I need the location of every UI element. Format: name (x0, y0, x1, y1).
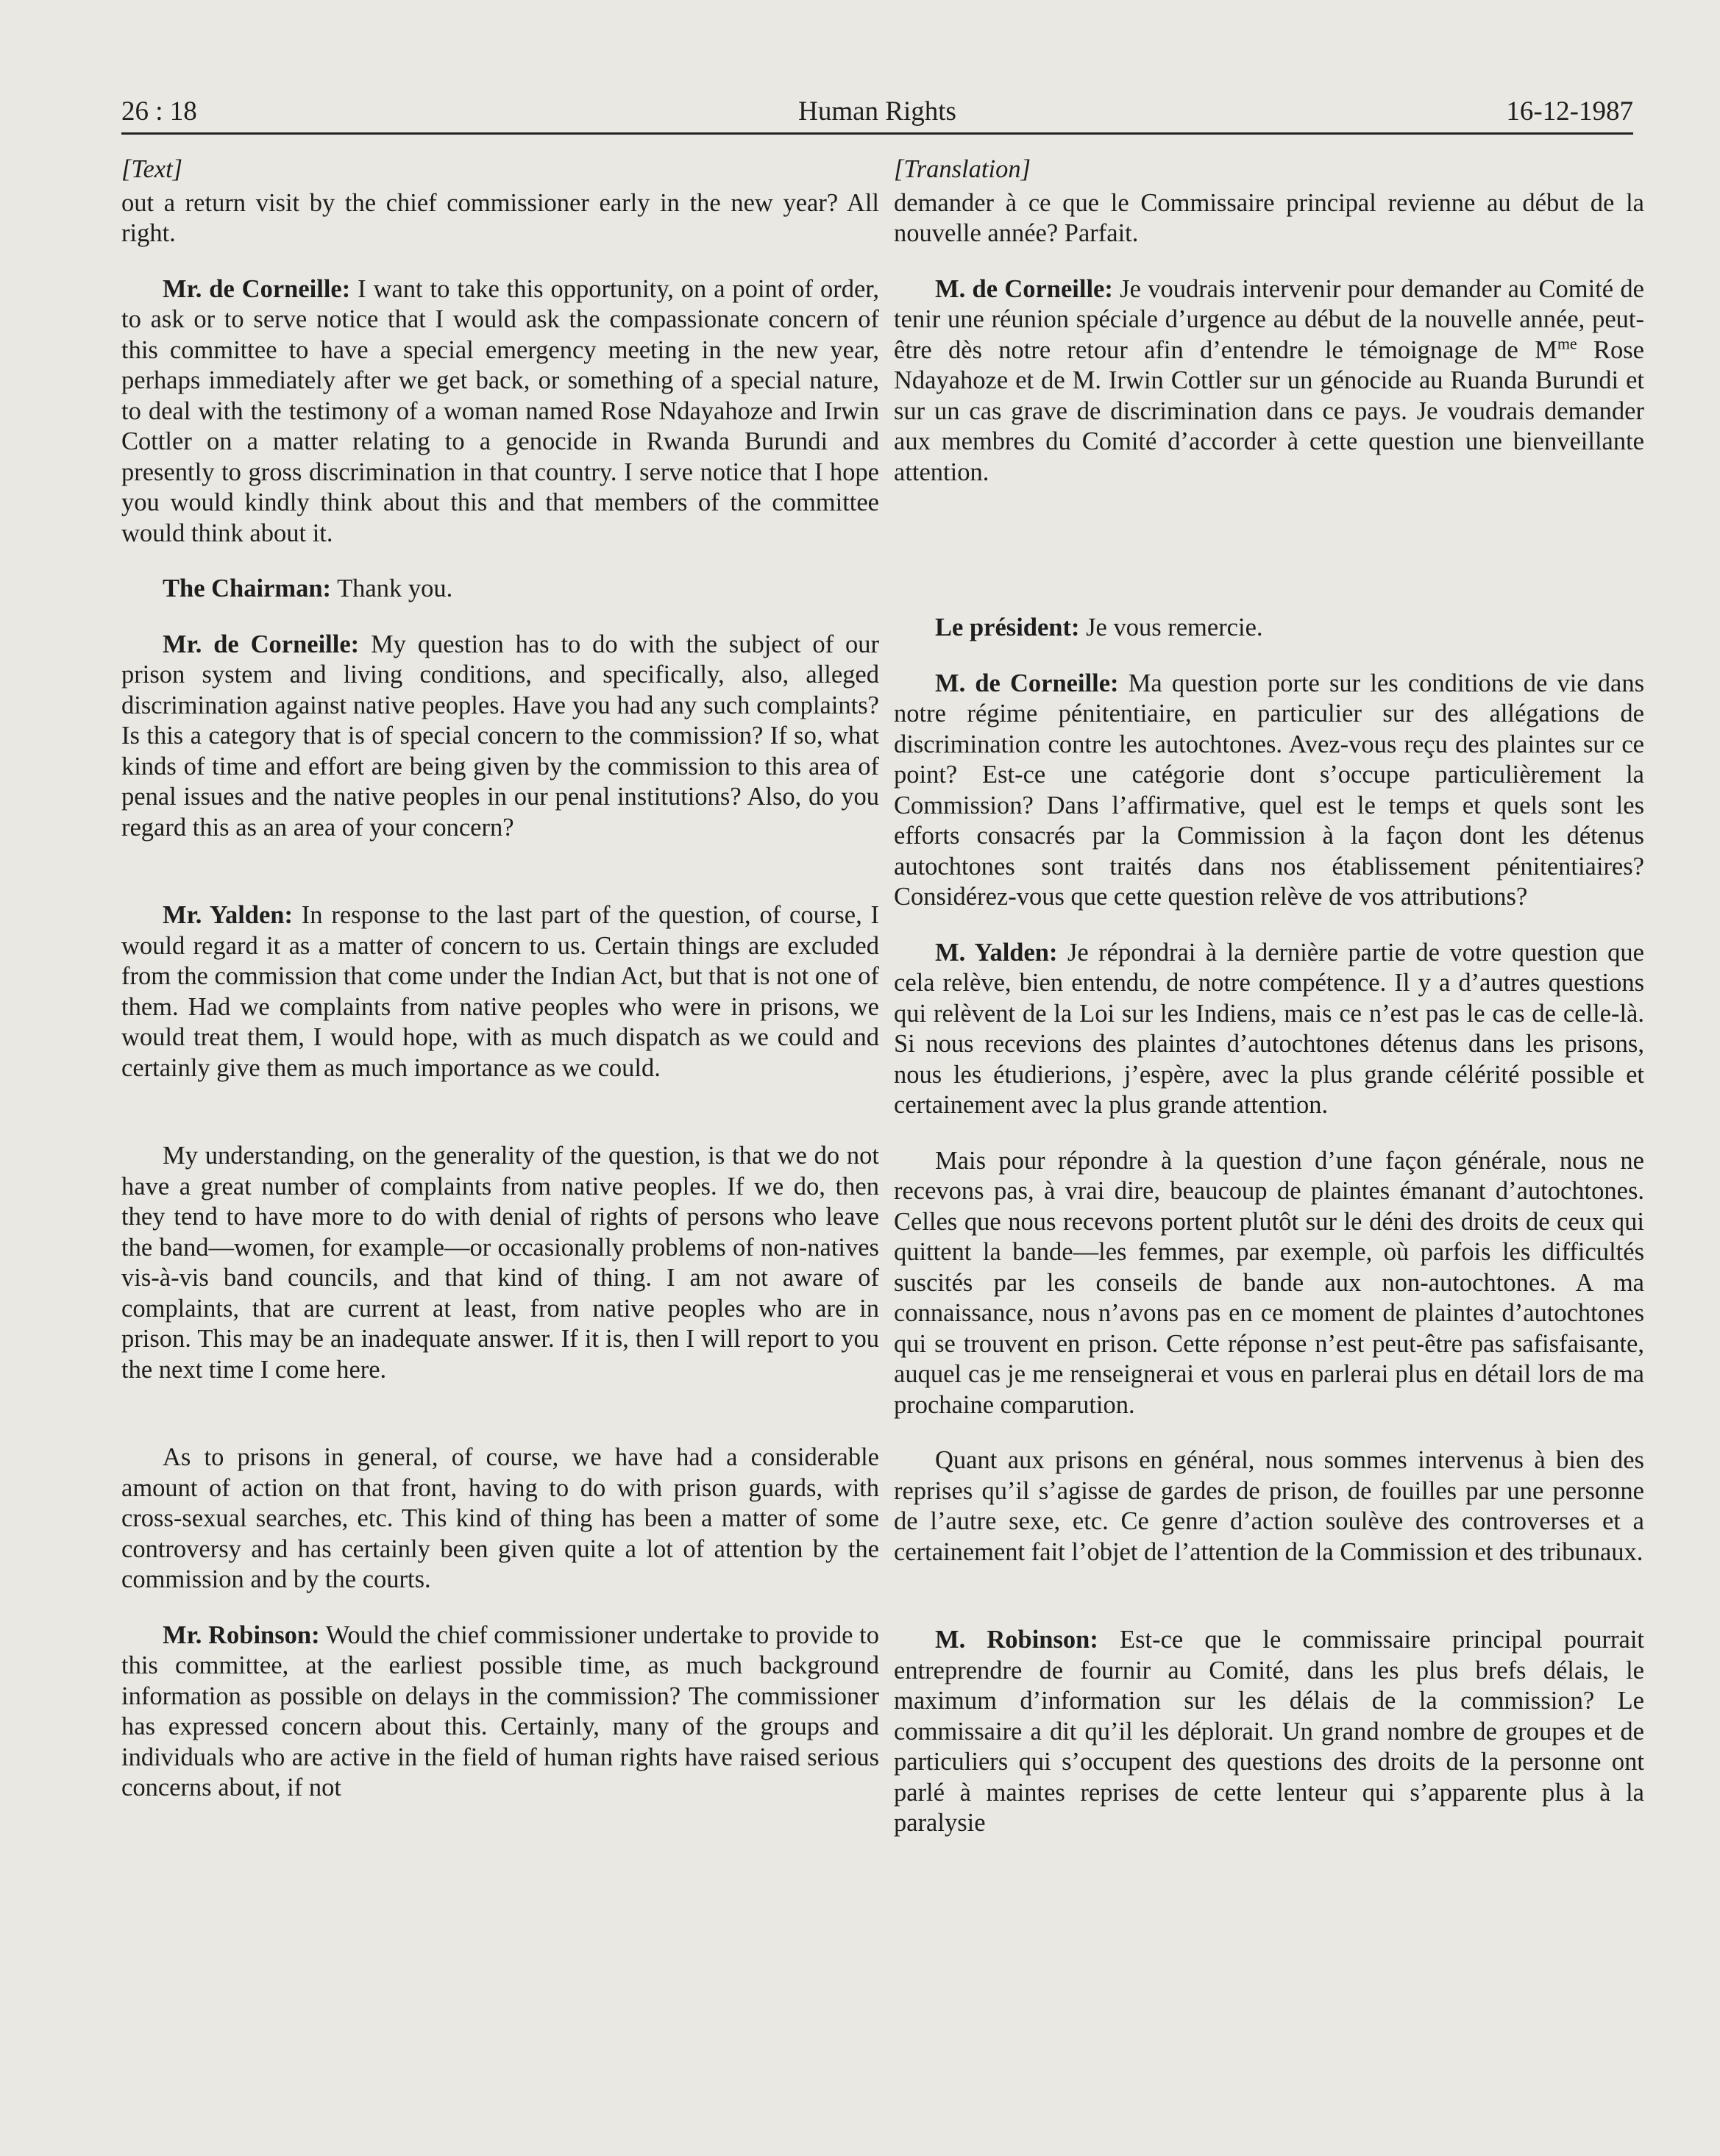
paragraph: M. Robinson: Est-ce que le commissaire principal pourrait entreprendre de fournir au Comité, dans les plus brefs délais, le maximum d’information sur les délais de la commission? Le commissaire a dit qu’il les déplorait. Un grand nombre de groupes et de particuliers qui s’occupent des questions des droits de la personne ont parlé à maintes reprises de cette lenteur qui s’apparente plus à la paralysie (894, 1626, 1644, 1837)
page-header (121, 87, 1633, 135)
speaker-name: Mr. Robinson: (163, 1620, 320, 1649)
paragraph: Mr. Robinson: Would the chief commissioner undertake to provide to this committee, at the earliest possible time, as much background information as possible on delays in the commission? The commissioner has expressed concern about this. Certainly, many of the groups and individuals who are active in the field of human rights have raised serious concerns about, if not (121, 1620, 879, 1801)
paragraph: The Chairman: Thank you. (163, 574, 453, 602)
page-date: 16-12-1987 (1506, 96, 1633, 127)
paragraph: Mr. de Corneille: I want to take this opportunity, on a point of order, to ask or to serve notice that I would ask the compassionate concern of this committee to have a special emergency meeting in the new year, perhaps immediately after we get back, or something of a special nature, to deal with the testimony of a woman named Rose Ndayahoze and Irwin Cottler on a matter relating to a genocide in Rwanda Burundi and presently to gross discrimination in that country. I serve notice that I hope you would kindly think about this and that members of the committee would think about it. (121, 274, 879, 547)
english-column (121, 154, 879, 1804)
speaker-name: M. Yalden: (935, 938, 1058, 967)
paragraph: M. Yalden: Je répondrai à la dernière partie de votre question que cela relève, bien entendu, de notre compétence. Il y a d’autres questions qui relèvent de la Loi sur les Indiens, mais ce n’est pas le cas de celle-là. Si nous recevions des plaintes d’autochtones détenus dans les prisons, nous les étudierions, j’espère, avec la plus grande célérité possible et certainement avec la plus grande attention. (894, 938, 1644, 1119)
paragraph: My understanding, on the generality of the question, is that we do not have a great number of complaints from native peoples. If we do, then they tend to have more to do with denial of rights of persons who leave the band—women, for example—or occasionally problems of non-natives vis-à-vis band councils, and that kind of thing. I am not aware of complaints, that are current at least, from native peoples who are in prison. This may be an inadequate answer. If it is, then I will report to you the next time I come here. (121, 1142, 879, 1384)
speaker-name: M. de Corneille: (935, 274, 1113, 303)
text-label: [Text] (121, 155, 183, 183)
french-column (894, 154, 1644, 1839)
speaker-name: Le président: (935, 613, 1080, 641)
paragraph: Mais pour répondre à la question d’une façon générale, nous ne recevons pas, à vrai dire, beaucoup de plaintes émanant d’autochtones. Celles que nous recevons portent plutôt sur le déni des droits de ceux qui quittent la bande—les femmes, par exemple, où parfois les difficultés suscités par les conseils de bande aux non-autochtones. A ma connaissance, nous n’avons pas en ce moment de plaintes d’autochtones qui se trouvent en prison. Cette réponse n’est peut-être pas safisfaisante, auquel cas je me renseignerai et vous en parlerai plus en détail lors de ma prochaine comparution. (894, 1146, 1644, 1419)
speaker-name: M. de Corneille: (935, 669, 1119, 697)
paragraph: Le président: Je vous remercie. (935, 613, 1263, 641)
page-title: Human Rights (798, 96, 956, 127)
paragraph: M. de Corneille: Je voudrais intervenir pour demander au Comité de tenir une réunion spéciale d’urgence au début de la nouvelle année, peut-être dès notre retour afin d’entendre le témoignage de $M^{me}$ Rose Ndayahoze et de M. Irwin Cottler sur un génocide au Ruanda Burundi et sur un cas grave de discrimination dans ce pays. Je voudrais demander aux membres du Comité d’accorder à cette question une bienveillante attention. (894, 274, 1644, 486)
paragraph: Mr. de Corneille: My question has to do with the subject of our prison system and living conditions, and specifically, also, alleged discrimination against native peoples. Have you had any such complaints? Is this a category that is of special concern to the commission? If so, what kinds of time and effort are being given by the commission to this area of penal issues and the native peoples in our penal institutions? Also, do you regard this as an area of your concern? (121, 630, 879, 842)
speaker-name: The Chairman: (163, 574, 332, 602)
speaker-name: M. Robinson: (935, 1626, 1098, 1654)
paragraph: Mr. Yalden: In response to the last part of the question, of course, I would regard it as a matter of concern to us. Certain things are excluded from the commission that come under the Indian Act, but that is not one of them. Had we complaints from native peoples who were in prisons, we would treat them, I would hope, with as much dispatch as we could and certainly give them as much importance as we could. (121, 901, 879, 1082)
translation-label: [Translation] (894, 155, 1031, 183)
speaker-name: Mr. Yalden: (163, 901, 293, 929)
paragraph: out a return visit by the chief commissioner early in the new year? All right. (121, 188, 879, 247)
paragraph: M. de Corneille: Ma question porte sur les conditions de vie dans notre régime pénitentiaire, en particulier sur des allégations de discrimination contre les autochtones. Avez-vous reçu des plaintes sur ce point? Est-ce une catégorie dont s’occupe particulièrement la Commission? Dans l’affirmative, quel est le temps et quels sont les efforts consacrés par la Commission à la façon dont les détenus autochtones sont traités dans nos établissement pénitentiaires? Considérez-vous que cette question relève de vos attributions? (894, 669, 1644, 911)
speaker-name: Mr. de Corneille: (163, 274, 351, 303)
paragraph: demander à ce que le Commissaire principal revienne au début de la nouvelle année? Parfait. (894, 188, 1644, 247)
page-number: 26 : 18 (121, 96, 197, 127)
paragraph: As to prisons in general, of course, we have had a considerable amount of action on that front, having to do with prison guards, with cross-sexual searches, etc. This kind of thing has been a matter of some controversy and has certainly been given quite a lot of attention by the commission and by the courts. (121, 1443, 879, 1593)
paragraph: Quant aux prisons en général, nous sommes intervenus à bien des reprises qu’il s’agisse de gardes de prison, de fouilles par une personne de l’autre sexe, etc. Ce genre d’action soulève des controverses et a certainement fait l’objet de l’attention de la Commission et des tribunaux. (894, 1446, 1644, 1566)
speaker-name: Mr. de Corneille: (163, 630, 360, 658)
